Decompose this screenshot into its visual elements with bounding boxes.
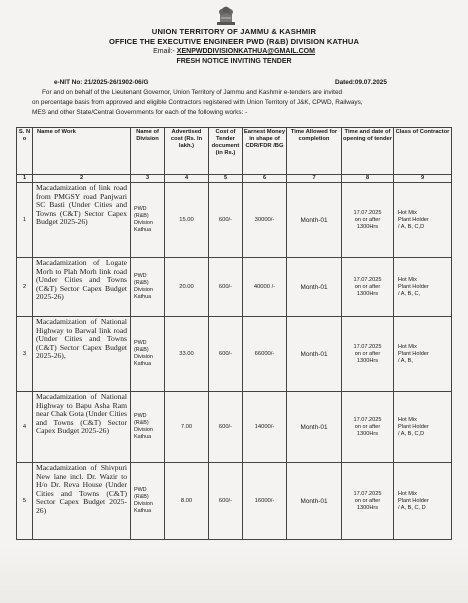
header-email [0,48,468,55]
row-sno: 3 [17,317,33,392]
email-address: XENPWDDIVISIONKATHUA@GMAIL.COM [176,48,315,55]
state-emblem-icon [214,4,238,26]
row-cost: 33.00 [165,317,209,392]
col-header-class: Class of Contractor [394,128,452,175]
cell-line: Hot Mix [398,490,417,497]
table-row [17,463,452,540]
col-number: 4 [165,175,209,183]
cell-line: Hot Mix [398,209,417,216]
cell-line: Division [134,220,153,226]
row-sno: 2 [17,258,33,317]
row-work-name: Macadamization of Logate Morh to Plah Morh link road (Under Cities and Towns (C&T) Sector Capex Budget 2025-26) [33,258,131,317]
cell-line: on or after [354,216,381,223]
row-division [131,317,165,392]
col-number: 8 [342,175,394,183]
row-opening [342,183,394,258]
page-bottom-margin [0,545,468,603]
cell-line: 17.07.2025 [353,490,382,497]
row-class [394,317,452,392]
intro-line-3: MES and other State/Central Governments for each of the following works: - [32,109,248,116]
cell-line: 17.07.2025 [353,276,382,283]
cell-line: 1300Hrs [356,223,379,230]
cell-line: Division [134,501,153,507]
cell-line: on or after [354,283,381,290]
col-number: 9 [394,175,452,183]
col-header-tender-fee: Cost of Tender document (in Rs.) [209,128,243,175]
row-emd: 14000/- [243,392,287,463]
cell-line: Kathua [134,508,152,514]
row-cost: 8.00 [165,463,209,540]
cell-line: / A, B, C,D [398,430,425,437]
col-header-emd: Earnest Money in shape of CDR/FDR /BG [243,128,287,175]
tender-table [16,127,452,540]
cell-line: / A, B, C, D [398,504,426,511]
col-number: 1 [17,175,33,183]
row-class [394,258,452,317]
col-header-time: Time Allowed for completion [287,128,342,175]
cell-line: 1300Hrs [356,357,379,364]
cell-line: Hot Mix [398,276,417,283]
row-time: Month-01 [287,183,342,258]
cell-line: (R&B) [134,213,149,219]
row-tender-fee: 600/- [209,258,243,317]
cell-line: Plant Holder [398,350,429,357]
cell-line: 17.07.2025 [353,209,382,216]
row-emd: 66000/- [243,317,287,392]
row-opening [342,392,394,463]
col-number: 2 [33,175,131,183]
cell-line: Kathua [134,434,152,440]
cell-line: Kathua [134,227,152,233]
cell-line: (R&B) [134,494,149,500]
cell-line: (R&B) [134,280,149,286]
cell-line: / A, B, [398,357,413,364]
cell-line: (R&B) [134,347,149,353]
row-opening [342,463,394,540]
cell-line: Division [134,354,153,360]
row-emd: 30000/- [243,183,287,258]
row-sno: 4 [17,392,33,463]
cell-line: / A, B, C, [398,290,421,297]
col-header-opening: Time and date of opening of tender [342,128,394,175]
row-time: Month-01 [287,392,342,463]
cell-line: Plant Holder [398,497,429,504]
cell-line: 1300Hrs [356,290,379,297]
cell-line: Plant Holder [398,423,429,430]
row-sno: 1 [17,183,33,258]
row-time: Month-01 [287,463,342,540]
col-number: 6 [243,175,287,183]
row-work-name: Macadamization of National Highway to Bapu Asha Ram near Chak Gota (Under Cities and Towns (C&T) Sector Capex Budget 2025-26) [33,392,131,463]
row-cost: 15.00 [165,183,209,258]
row-cost: 7.00 [165,392,209,463]
cell-line: (R&B) [134,420,149,426]
intro-line-2: on percentage basis from approved and eligible Contractors registered with Union Territory of J&K, CPWD, Railways, [32,99,363,106]
cell-line: 1300Hrs [356,430,379,437]
notice-date: Dated:09.07.2025 [335,79,387,86]
table-row [17,258,452,317]
row-opening [342,258,394,317]
cell-line: Plant Holder [398,283,429,290]
row-class [394,463,452,540]
cell-line: 17.07.2025 [353,343,382,350]
row-class [394,183,452,258]
intro-paragraph [32,88,442,118]
row-tender-fee: 600/- [209,392,243,463]
cell-line: 1300Hrs [356,504,379,511]
cell-line: PWD [134,206,147,212]
col-number: 5 [209,175,243,183]
row-work-name: Macadamization of National Highway to Barwal link road (Under Cities and Towns (C&T) Sector Capex Budget 2025-26), [33,317,131,392]
cell-line: / A, B, C,D [398,223,425,230]
cell-line: 17.07.2025 [353,416,382,423]
row-tender-fee: 600/- [209,183,243,258]
email-label: Email:- [153,48,175,55]
cell-line: PWD [134,340,147,346]
row-time: Month-01 [287,317,342,392]
cell-line: PWD [134,487,147,493]
col-header-sno: S. N o [17,128,33,175]
cell-line: Kathua [134,294,152,300]
col-header-cost: Advertised cost (Rs. In lakh.) [165,128,209,175]
row-tender-fee: 600/- [209,317,243,392]
col-number: 3 [131,175,165,183]
table-row [17,392,452,463]
nit-number: e-NIT No: 21/2025-26/1902-06/G [54,79,149,86]
table-header-row [17,128,452,175]
cell-line: on or after [354,497,381,504]
row-class [394,392,452,463]
row-emd: 16000/- [243,463,287,540]
cell-line: PWD [134,413,147,419]
header-title-office: OFFICE THE EXECUTIVE ENGINEER PWD (R&B) DIVISION KATHUA [108,37,360,46]
cell-line: on or after [354,423,381,430]
row-opening [342,317,394,392]
row-division [131,183,165,258]
row-time: Month-01 [287,258,342,317]
row-division [131,392,165,463]
notice-title: FRESH NOTICE INVITING TENDER [176,58,292,65]
column-number-row [17,175,452,183]
row-division [131,463,165,540]
col-header-work: Name of Work [33,128,131,175]
row-sno: 5 [17,463,33,540]
cell-line: on or after [354,350,381,357]
col-number: 7 [287,175,342,183]
cell-line: Division [134,427,153,433]
row-work-name: Macadamization of link road from PMGSY road Panjwari SC Basti (Under Cities and Towns (C&T) Sector Capex Budget 2025-26) [33,183,131,258]
table-row [17,317,452,392]
col-header-division: Name of Division [131,128,165,175]
row-tender-fee: 600/- [209,463,243,540]
cell-line: PWD [134,273,147,279]
cell-line: Hot Mix [398,416,417,423]
row-cost: 20.00 [165,258,209,317]
intro-line-1: For and on behalf of the Lieutenant Governor, Union Territory of Jammu and Kashmir e-tenders are invited [42,89,343,96]
cell-line: Plant Holder [398,216,429,223]
row-emd: 40000 /- [243,258,287,317]
cell-line: Hot Mix [398,343,417,350]
cell-line: Division [134,287,153,293]
table-row [17,183,452,258]
header-title-ut: UNION TERRITORY OF JAMMU & KASHMIR [151,27,317,36]
cell-line: Kathua [134,361,152,367]
row-division [131,258,165,317]
row-work-name: Macadamization of Shivpuri New lane incl. Dr. Wazir to H/o Dr. Reva House (Under Cities and Towns (C&T) Sector Capex Budget 2025-26) [33,463,131,540]
